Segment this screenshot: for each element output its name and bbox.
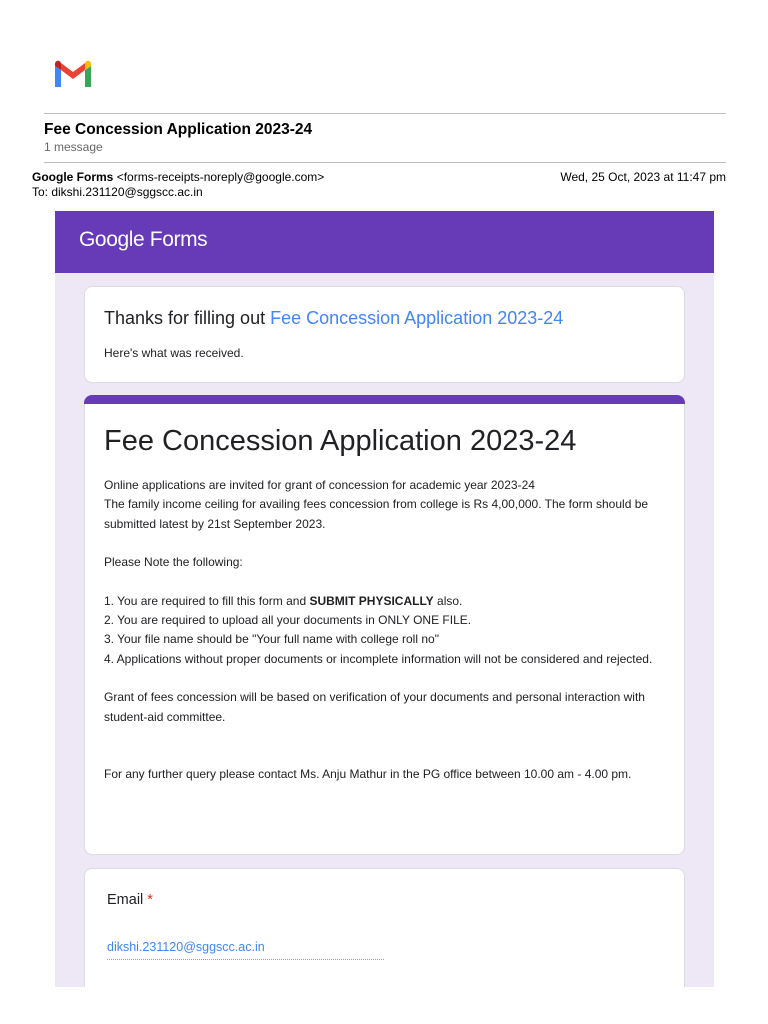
note-heading: Please Note the following: [104, 555, 243, 570]
answer-underline [107, 959, 384, 960]
header-divider [44, 113, 726, 114]
email-date: Wed, 25 Oct, 2023 at 11:47 pm [560, 170, 726, 184]
email-body [55, 211, 714, 987]
note-item-4: 4. Applications without proper documents or incomplete information will not be considered and rejected. [104, 651, 653, 666]
gmail-logo-icon [52, 58, 94, 90]
form-description-card [84, 395, 685, 855]
thread-divider [44, 162, 726, 163]
email-question-card [84, 868, 685, 987]
sender-line [32, 170, 324, 184]
message-count: 1 message [44, 140, 103, 154]
form-title: Fee Concession Application 2023-24 [104, 425, 577, 457]
note-item-2: 2. You are required to upload all your documents in ONLY ONE FILE. [104, 613, 472, 628]
email-subject: Fee Concession Application 2023-24 [44, 121, 313, 138]
recipient-line: To: dikshi.231120@sggscc.ac.in [32, 185, 203, 199]
sender-address: <forms-receipts-noreply@google.com> [116, 170, 325, 184]
grant-text: Grant of fees concession will be based on verification of your documents and personal interaction with student-aid committee. [104, 690, 645, 724]
google-forms-banner [55, 211, 714, 273]
email-label-text: Email [107, 892, 144, 908]
description-line-1: Online applications are invited for grant of concession for academic year 2023-24 [104, 478, 535, 492]
description-line-2: The family income ceiling for availing fees concession from college is Rs 4,00,000. The form should be submitted latest by 21st September 2023. [104, 497, 649, 531]
form-description [104, 476, 664, 785]
contact-text: For any further query please contact Ms. Anju Mathur in the PG office between 10.00 am - 4.00 pm. [104, 767, 632, 782]
received-text: Here's what was received. [104, 346, 244, 360]
note-item-1-suffix: also. [433, 593, 463, 608]
required-asterisk: * [147, 892, 153, 908]
thanks-prefix: Thanks for filling out [104, 308, 271, 328]
note-item-1-bold: SUBMIT PHYSICALLY [309, 593, 434, 608]
receipt-card [84, 286, 685, 383]
note-item-3: 3. Your file name should be "Your full name with college roll no" [104, 632, 439, 647]
email-question-label [107, 892, 153, 908]
brand-forms: Forms [149, 228, 208, 251]
google-forms-logo [79, 228, 207, 252]
card-accent-bar [84, 395, 685, 404]
thanks-heading [104, 308, 563, 329]
note-item-1 [104, 592, 664, 611]
email-answer-link[interactable]: dikshi.231120@sggscc.ac.in [107, 940, 265, 954]
brand-google: Google [79, 228, 145, 251]
sender-name: Google Forms [32, 170, 114, 184]
form-link[interactable]: Fee Concession Application 2023-24 [270, 308, 564, 328]
note-item-1-prefix: 1. You are required to fill this form and [104, 593, 310, 608]
